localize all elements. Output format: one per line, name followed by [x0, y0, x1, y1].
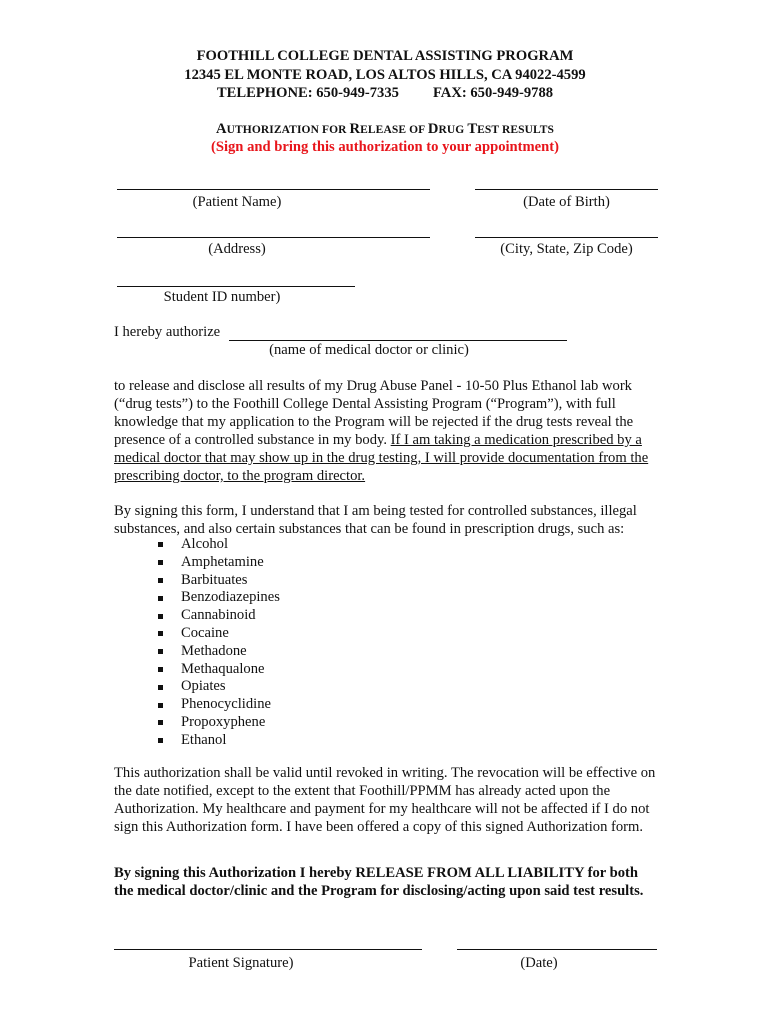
substance-label: Phenocyclidine	[181, 696, 271, 713]
bullet-square-icon	[158, 649, 163, 654]
title-part: ELEASE OF	[360, 124, 428, 136]
bullet-square-icon	[158, 631, 163, 636]
release-text: to release and disclose all results of my Drug Abuse Panel - 10-50 Plus Ethanol lab work (“drug tests”) to the Foothill College Dental Assisting Program (“Program”), with full knowledge that my application to the Program will be rejected if the drug tests reveal the presence of a controlled substance in my body.	[114, 378, 634, 448]
substance-label: Ethanol	[181, 731, 227, 748]
contact-line	[0, 84, 770, 103]
patient-signature-line[interactable]	[114, 949, 422, 950]
signature-date-label: (Date)	[520, 955, 558, 971]
fax: FAX: 650-949-9788	[432, 85, 554, 101]
form-title	[0, 121, 770, 138]
bullet-square-icon	[158, 560, 163, 565]
patient-name-line[interactable]	[117, 189, 430, 190]
title-part: D	[427, 121, 439, 137]
authorize-prefix: I hereby authorize	[114, 324, 221, 340]
doctor-name-caption: (name of medical doctor or clinic)	[269, 342, 469, 358]
title-part: A	[215, 121, 227, 137]
substance-item	[155, 589, 280, 607]
signature-date-line[interactable]	[457, 949, 657, 950]
title-part: EST RESULTS	[477, 124, 555, 136]
title-part: RUG	[438, 124, 468, 136]
bullet-square-icon	[158, 738, 163, 743]
substance-item	[155, 554, 280, 572]
substance-item	[155, 714, 280, 732]
substance-label: Barbituates	[181, 571, 248, 588]
substance-item	[155, 661, 280, 679]
form-instruction: (Sign and bring this authorization to your appointment)	[210, 139, 559, 155]
student-id-label: Student ID number)	[163, 289, 281, 305]
substance-label: Cannabinoid	[181, 607, 256, 624]
bullet-square-icon	[158, 596, 163, 601]
substance-label: Opiates	[181, 678, 226, 695]
substance-label: Methaqualone	[181, 660, 265, 677]
address-label: (Address)	[208, 241, 266, 257]
substance-label: Alcohol	[181, 536, 229, 552]
substance-list	[155, 536, 280, 750]
institution-address: 12345 EL MONTE ROAD, LOS ALTOS HILLS, CA 94022-4599	[184, 66, 586, 83]
medication-notice: If I am taking a medication prescribed by a medical doctor that may show up in the drug testing, I will provide documentation from the prescribing doctor, to the program director.	[114, 432, 649, 484]
bullet-square-icon	[158, 685, 163, 690]
substance-label: Propoxyphene	[181, 713, 266, 730]
institution-name: FOOTHILL COLLEGE DENTAL ASSISTING PROGRAM	[196, 48, 574, 64]
substance-item	[155, 678, 280, 696]
substance-item	[155, 732, 280, 750]
release-paragraph	[114, 377, 659, 485]
patient-signature-label: Patient Signature)	[188, 955, 294, 971]
bullet-square-icon	[158, 578, 163, 583]
validity-paragraph: This authorization shall be valid until revoked in writing. The revocation will be effective on the date notified, except to the extent that Foothill/PPMM has already acted upon the Authorization. My healthcare and payment for my healthcare will not be affected if I do not sign this Authorization form. I have been offered a copy of this signed Authorization form.	[114, 765, 656, 835]
substance-label: Benzodiazepines	[181, 589, 280, 606]
student-id-line[interactable]	[117, 286, 355, 287]
consent-paragraph: By signing this form, I understand that I am being tested for controlled substances, illegal substances, and also certain substances that can be found in prescription drugs, such as:	[114, 503, 637, 537]
city-state-zip-label: (City, State, Zip Code)	[500, 241, 633, 257]
bullet-square-icon	[158, 703, 163, 708]
substance-item	[155, 643, 280, 661]
substance-item	[155, 536, 280, 554]
substance-label: Amphetamine	[181, 553, 264, 570]
address-line[interactable]	[117, 237, 430, 238]
bullet-square-icon	[158, 667, 163, 672]
substance-item	[155, 696, 280, 714]
bullet-square-icon	[158, 614, 163, 619]
substance-label: Methadone	[181, 642, 247, 659]
date-of-birth-label: (Date of Birth)	[523, 194, 610, 210]
patient-name-label: (Patient Name)	[192, 194, 282, 210]
substance-label: Cocaine	[181, 624, 229, 641]
substance-item	[155, 607, 280, 625]
telephone: TELEPHONE: 650-949-7335	[216, 85, 399, 101]
date-of-birth-line[interactable]	[475, 189, 658, 190]
title-part: R	[349, 121, 361, 137]
liability-release: By signing this Authorization I hereby RELEASE FROM ALL LIABILITY for both the medical doctor/clinic and the Program for disclosing/acting upon said test results.	[114, 865, 644, 899]
doctor-name-line[interactable]	[229, 340, 567, 341]
letterhead	[0, 47, 770, 103]
title-part: T	[467, 121, 478, 137]
substance-item	[155, 625, 280, 643]
bullet-square-icon	[158, 720, 163, 725]
bullet-square-icon	[158, 542, 163, 547]
title-part: UTHORIZATION FOR	[226, 124, 350, 136]
substance-item	[155, 572, 280, 590]
city-state-zip-line[interactable]	[475, 237, 658, 238]
